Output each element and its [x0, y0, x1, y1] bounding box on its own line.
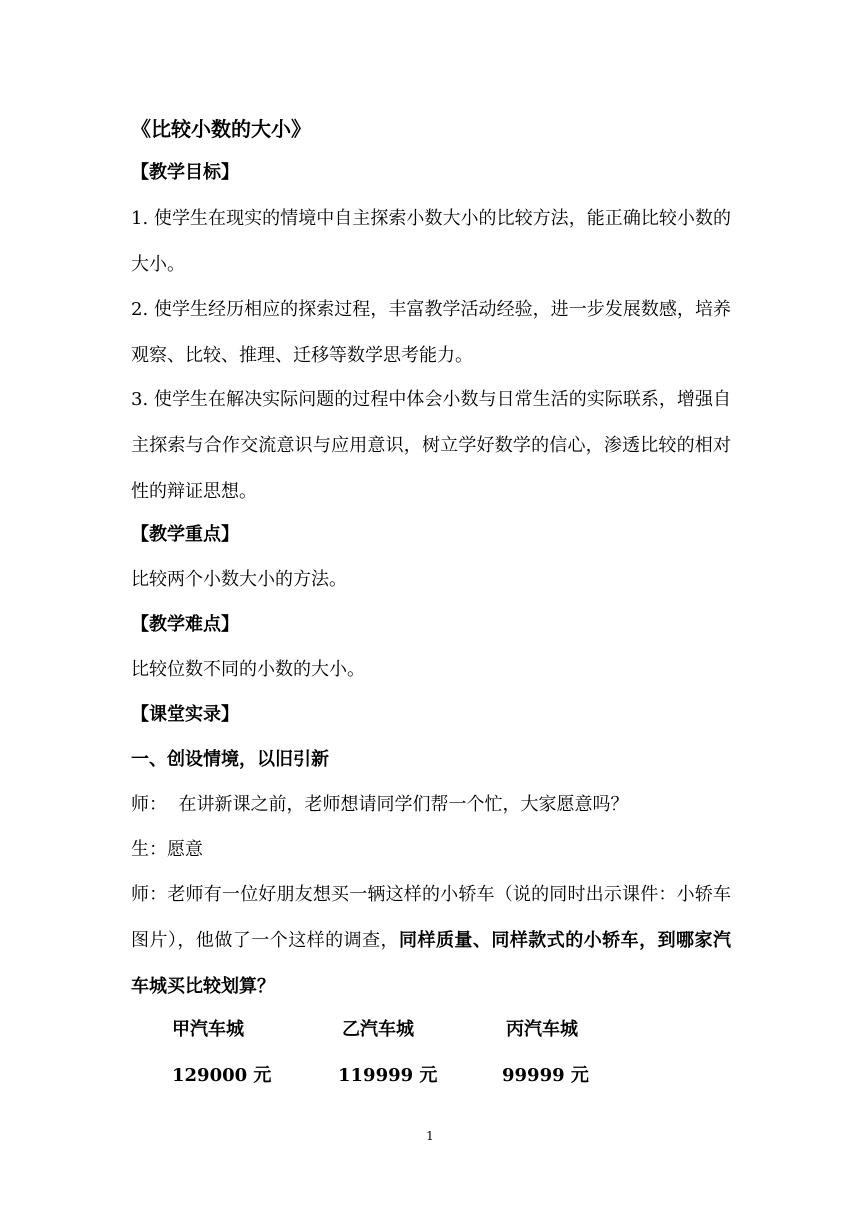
dealer-name-1: 甲汽车城 — [172, 1019, 244, 1040]
objective-3: 3. 使学生在解决实际问题的过程中体会小数与日常生活的实际联系，增强自主探索与合作交流意识与应用意识，树立学好数学的信心，渗透比较的相对性的辩证思想。 — [131, 389, 731, 502]
dealer-price-3: 99999 元 — [502, 1065, 589, 1086]
objective-1: 1. 使学生在现实的情境中自主探索小数大小的比较方法，能正确比较小数的大小。 — [131, 208, 731, 275]
objectives-heading: 【教学目标】 — [131, 162, 239, 183]
part-one-heading: 一、创设情境，以旧引新 — [131, 749, 329, 770]
dealer-price-2: 119999 元 — [338, 1065, 438, 1086]
document-title: 《比较小数的大小》 — [131, 117, 311, 141]
dialogue-teacher-2-emphasis: 同样质量、同样款式的小轿车，到哪家汽车城买比较划算？ — [131, 930, 731, 997]
key-point-heading: 【教学重点】 — [131, 524, 239, 545]
dialogue-teacher-2-normal: 师：老师有一位好朋友想买一辆这样的小轿车（说的同时出示课件：小轿车图片），他做了一个这样的调查， — [131, 884, 731, 951]
difficulty-text: 比较位数不同的小数的大小。 — [131, 659, 365, 680]
objective-2: 2. 使学生经历相应的探索过程，丰富教学活动经验，进一步发展数感，培养观察、比较、推理、迁移等数学思考能力。 — [131, 299, 731, 366]
dealer-name-2: 乙汽车城 — [342, 1019, 414, 1040]
dealer-price-1: 129000 元 — [172, 1065, 272, 1086]
record-heading: 【课堂实录】 — [131, 704, 239, 725]
page-number: 1 — [426, 1129, 434, 1143]
difficulty-heading: 【教学难点】 — [131, 614, 239, 635]
dialogue-teacher-1: 师： 在讲新课之前，老师想请同学们帮一个忙，大家愿意吗？ — [131, 794, 629, 815]
dealer-name-3: 丙汽车城 — [506, 1019, 578, 1040]
dialogue-student-1: 生：愿意 — [131, 839, 203, 860]
key-point-text: 比较两个小数大小的方法。 — [131, 569, 347, 590]
dialogue-teacher-2 — [131, 872, 731, 1010]
